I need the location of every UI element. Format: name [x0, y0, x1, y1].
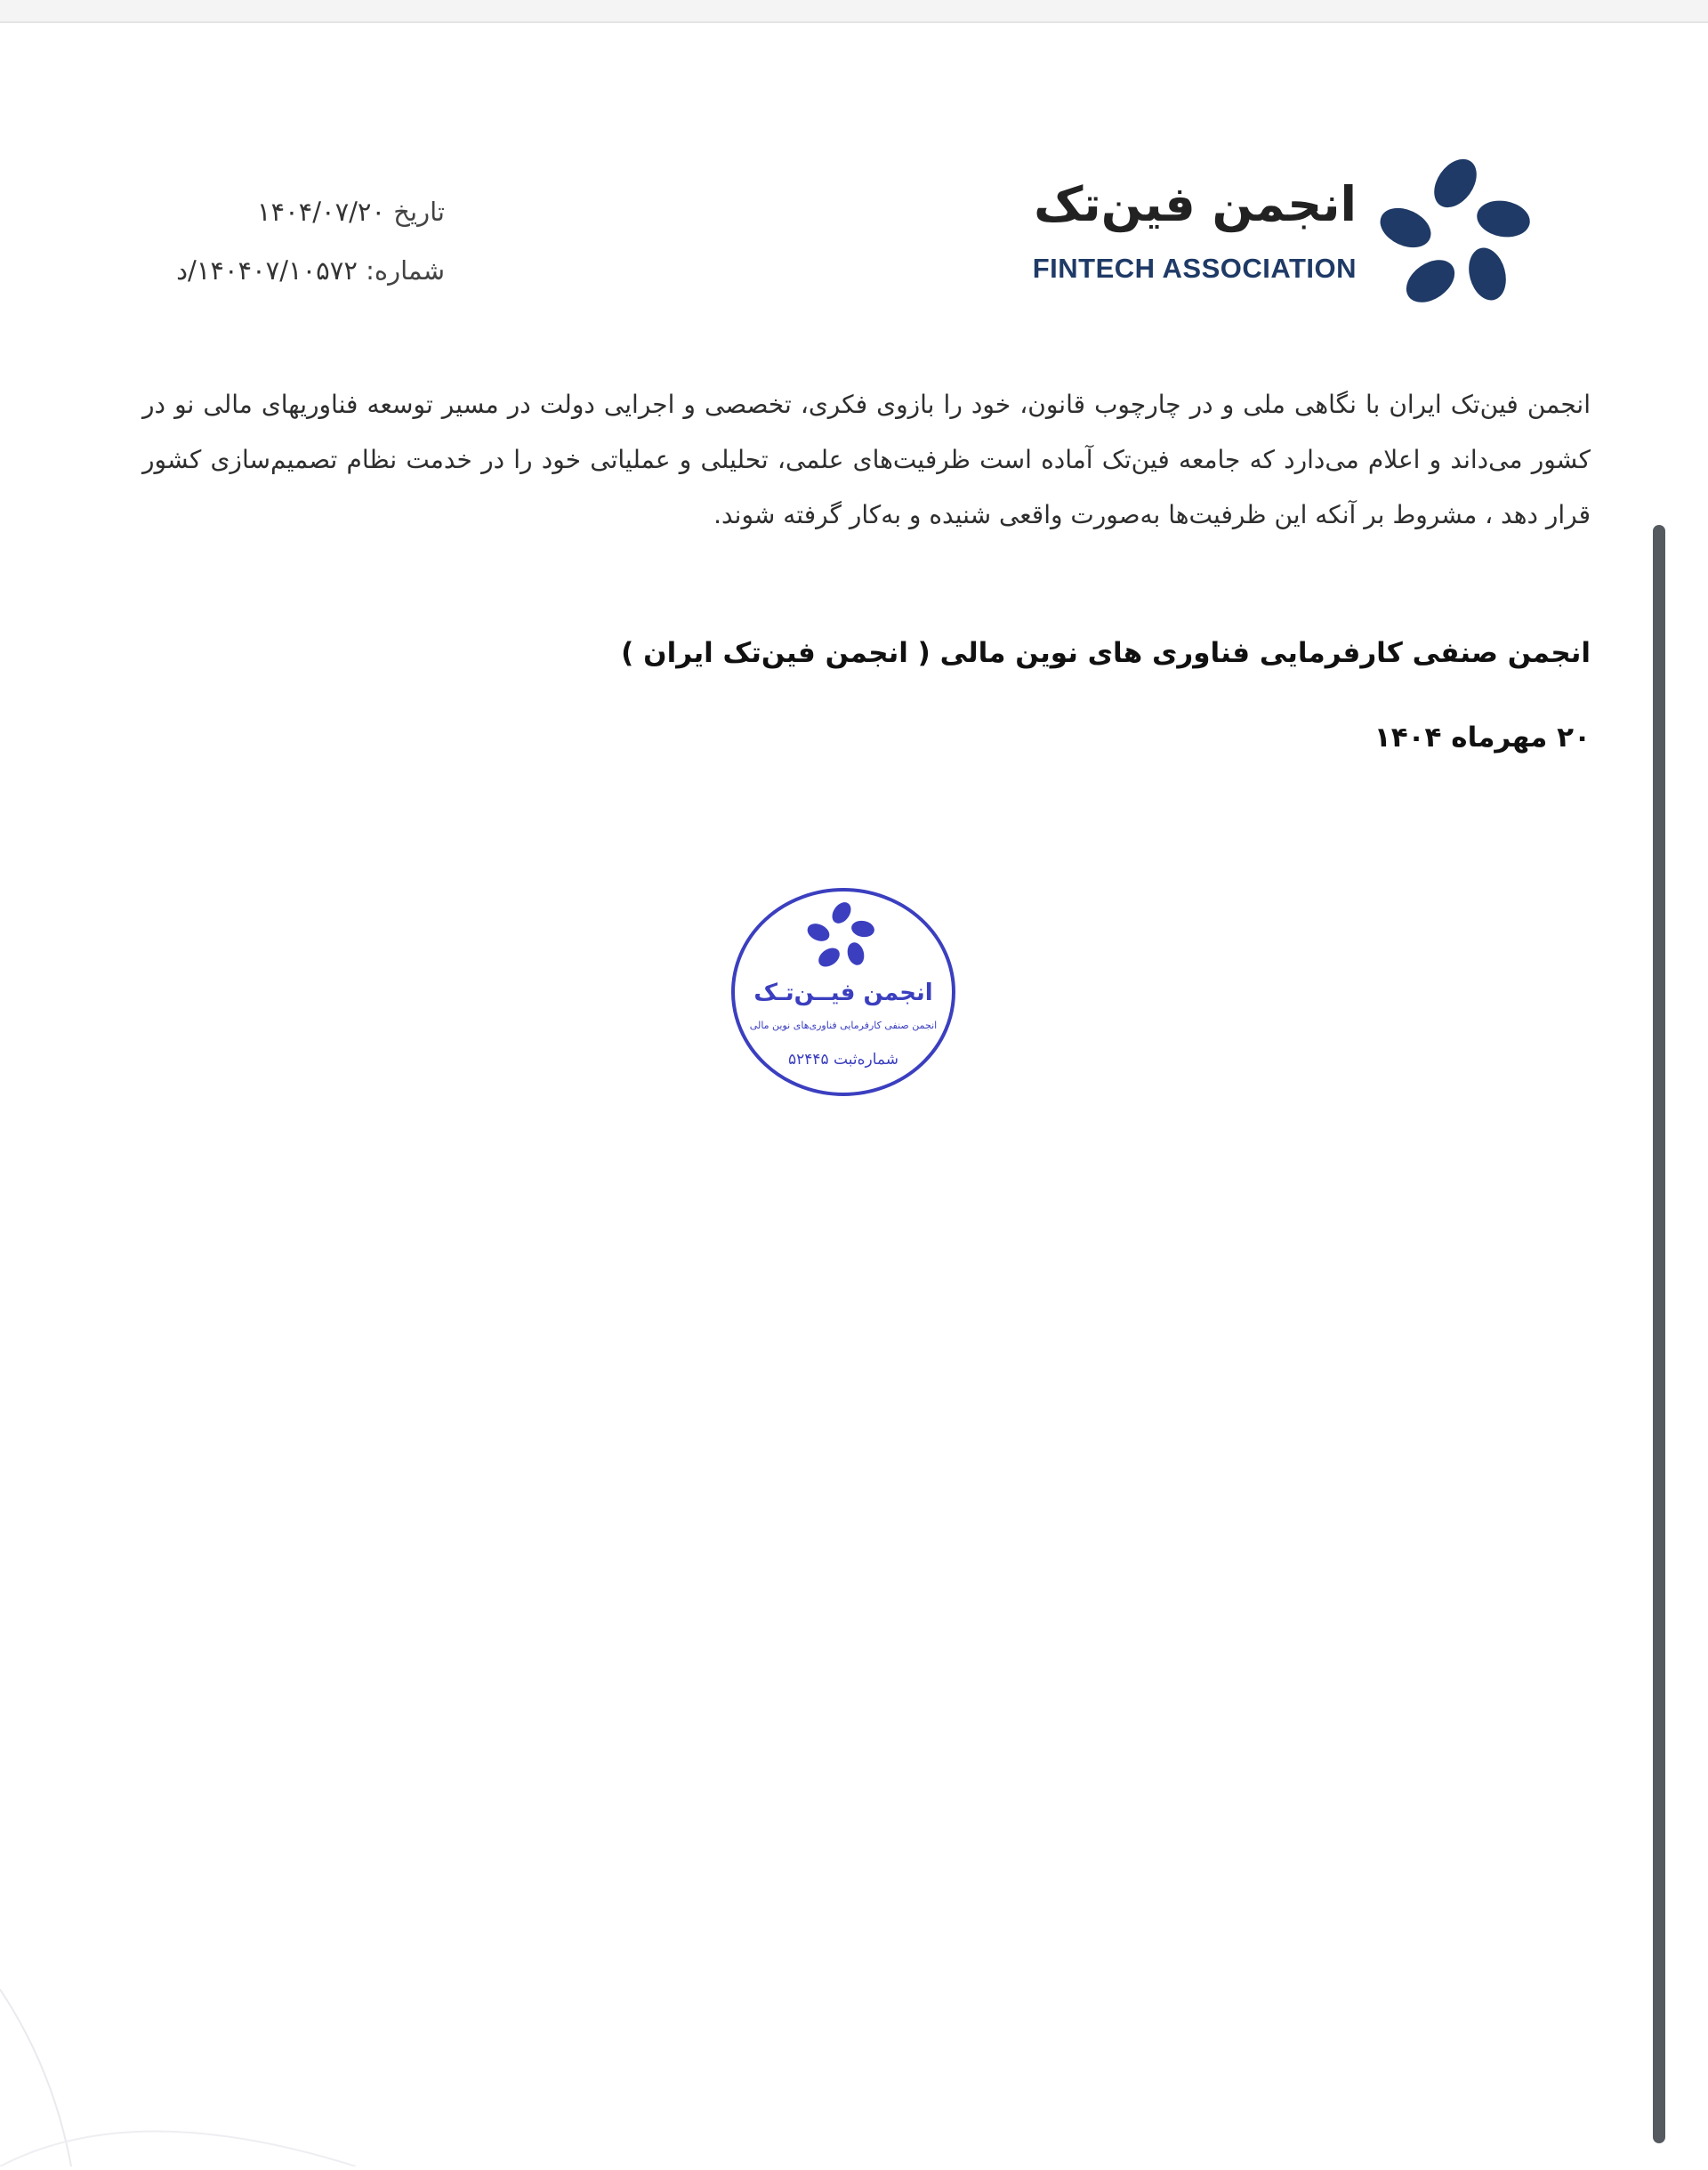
vertical-scrollbar[interactable] [1653, 525, 1665, 2143]
logo-english-name: FINTECH ASSOCIATION [1032, 253, 1357, 284]
signature-organization: انجمن صنفی کارفرمایی فناوری های نوین مالی ( انجمن فین‌تک ایران ) [621, 637, 1591, 669]
logo-persian-name: انجمن فین‌تک [1034, 176, 1357, 232]
body-paragraph: انجمن فین‌تک ایران با نگاهی ملی و در چارچوب قانون، خود را بازوی فکری، تخصصی و اجرایی دولت در مسیر توسعه فناوریهای مالی نو در کشور می‌داند و اعلام می‌دارد که جامعه فین‌تک آماده است ظرفیت‌های علمی، تحلیلی و عملیاتی خود را در خدمت نظام تصمیم‌سازی کشور قرار دهد ، مشروط بر آنکه این ظرفیت‌ها به‌صورت واقعی شنیده و به‌کار گرفته شوند. [142, 390, 1591, 529]
stamp-registration: شماره‌ثبت ۵۲۴۴۵ [788, 1051, 898, 1069]
stamp-name: انجمن فیــن‌تـک [753, 980, 933, 1006]
official-stamp [729, 886, 957, 1098]
stamp-subtitle: انجمن صنفی کارفرمایی فناوری‌های نوین مالی [749, 1020, 938, 1031]
date-value: ۱۴۰۴/۰۷/۲۰ [256, 197, 386, 227]
number-value: ۱۴۰۴۰۷/۱۰۵۷۲/د [176, 255, 358, 286]
signature-date: ۲۰ مهرماه ۱۴۰۴ [1374, 722, 1591, 754]
letter-number [125, 244, 445, 303]
date-label: تاریخ [393, 197, 445, 227]
stamp-logo-icon [804, 899, 875, 971]
corner-decoration [0, 1963, 374, 2166]
top-toolbar [0, 0, 1708, 23]
fintech-petals-logo-icon [1379, 157, 1530, 308]
fintech-logo [1032, 157, 1530, 308]
letter-meta [125, 185, 445, 303]
number-label: شماره: [366, 255, 445, 286]
document-page [0, 23, 1708, 2143]
letter-date [125, 185, 445, 244]
